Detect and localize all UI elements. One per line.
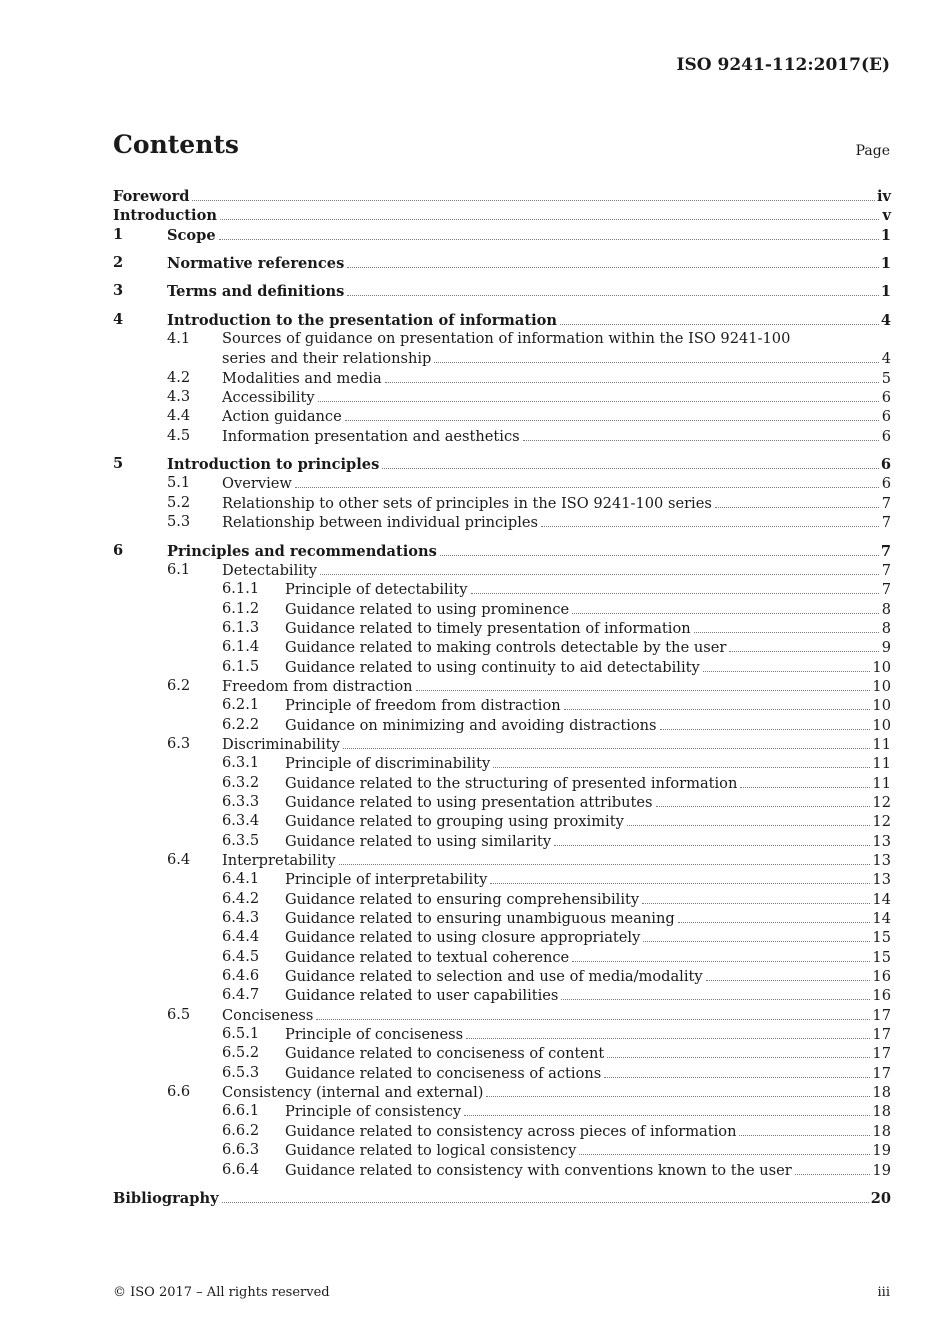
document-id: ISO 9241-112:2017(E) — [676, 55, 890, 75]
dot-leader — [222, 1188, 869, 1203]
toc-entry-number: 4 — [113, 310, 124, 328]
toc-entry-page: 6 — [881, 408, 891, 426]
toc-entry-page: 11 — [872, 735, 891, 753]
dot-leader — [345, 406, 879, 421]
dot-leader — [572, 947, 870, 962]
toc-entry-page: v — [882, 207, 891, 225]
dot-leader — [220, 205, 879, 220]
toc-entry[interactable] — [113, 676, 891, 695]
toc-entry[interactable] — [113, 454, 891, 473]
table-of-contents — [113, 186, 891, 1207]
toc-entry-page: 1 — [880, 283, 891, 301]
toc-entry-label: Guidance related to making controls detectable by the user — [285, 639, 727, 657]
toc-entry-number: 5.1 — [167, 474, 191, 492]
dot-leader — [466, 1024, 870, 1039]
dot-leader — [318, 387, 879, 402]
footer-page-number: iii — [877, 1285, 890, 1300]
toc-entry-page: 8 — [881, 619, 891, 637]
dot-leader — [434, 348, 879, 363]
toc-entry-number: 6.5.3 — [222, 1063, 260, 1081]
dot-leader — [416, 676, 871, 691]
toc-entry-page: 5 — [881, 369, 891, 387]
toc-entry-number: 6.4.6 — [222, 967, 260, 985]
toc-entry[interactable] — [113, 186, 891, 205]
toc-entry-number: 6.3.3 — [222, 792, 260, 810]
toc-entry-label: Principle of detectability — [285, 581, 468, 599]
toc-entry-label: Principle of interpretability — [285, 871, 488, 889]
toc-entry-number: 5.3 — [167, 513, 191, 531]
toc-entry-number: 3 — [113, 282, 124, 300]
toc-entry-label: Principle of freedom from distraction — [285, 697, 561, 715]
dot-leader — [572, 599, 879, 614]
toc-entry[interactable] — [113, 811, 891, 830]
toc-entry-label: Principle of consistency — [285, 1103, 462, 1121]
toc-entry-page: 15 — [872, 929, 891, 947]
toc-entry-page: 12 — [872, 813, 891, 831]
toc-entry[interactable] — [113, 560, 891, 579]
toc-entry-page: 7 — [881, 494, 891, 512]
toc-entry-label: Scope — [167, 226, 216, 244]
toc-entry-label: Principle of discriminability — [285, 755, 491, 773]
toc-entry-number: 6.1.5 — [222, 657, 260, 675]
toc-entry-page: 17 — [872, 1026, 891, 1044]
toc-entry-page: 6 — [880, 456, 891, 474]
toc-entry[interactable] — [113, 657, 891, 676]
toc-entry[interactable] — [113, 1188, 891, 1207]
toc-entry[interactable] — [113, 1005, 891, 1024]
toc-entry[interactable] — [113, 473, 891, 492]
toc-entry-number: 5.2 — [167, 493, 191, 511]
toc-entry-number: 4.1 — [167, 330, 191, 348]
toc-entry-page: 15 — [872, 948, 891, 966]
toc-entry[interactable] — [113, 773, 891, 792]
dot-leader — [642, 889, 870, 904]
toc-entry-label: Guidance related to using continuity to aid detectability — [285, 658, 700, 676]
dot-leader — [541, 512, 879, 527]
toc-entry[interactable] — [113, 329, 891, 348]
toc-entry-page: iv — [876, 188, 891, 205]
toc-entry-page: 13 — [872, 832, 891, 850]
dot-leader — [347, 281, 878, 296]
toc-entry-number: 6.3.5 — [222, 831, 260, 849]
dot-leader — [560, 310, 879, 325]
toc-entry-number: 6.1.2 — [222, 599, 260, 617]
toc-entry-page: 13 — [872, 871, 891, 889]
toc-entry[interactable] — [113, 310, 891, 329]
toc-entry[interactable] — [113, 579, 891, 598]
toc-entry-page: 13 — [872, 852, 891, 869]
toc-entry-page: 20 — [870, 1189, 891, 1207]
toc-entry-label: Introduction to principles — [167, 456, 380, 474]
toc-entry-label: Guidance related to timely presentation of information — [285, 619, 691, 637]
toc-entry-label: Normative references — [167, 255, 345, 273]
toc-entry-page: 7 — [881, 514, 891, 532]
dot-leader — [295, 473, 879, 488]
toc-entry-label: Guidance related to ensuring unambiguous meaning — [285, 910, 675, 928]
toc-entry-page: 4 — [880, 311, 891, 329]
dot-leader — [320, 560, 879, 575]
toc-entry-label: Guidance related to textual coherence — [285, 948, 570, 966]
toc-entry[interactable] — [113, 908, 891, 927]
footer-copyright: © ISO 2017 – All rights reserved — [113, 1285, 330, 1300]
toc-entry-number: 6.1.3 — [222, 618, 260, 636]
toc-entry[interactable] — [113, 1121, 891, 1140]
toc-entry-label: Guidance related to using presentation attributes — [285, 793, 653, 811]
toc-entry-label: Freedom from distraction — [222, 677, 413, 695]
toc-entry[interactable] — [113, 1063, 891, 1082]
dot-leader — [440, 541, 879, 556]
toc-entry-label: Bibliography — [113, 1189, 219, 1207]
toc-entry[interactable] — [113, 695, 891, 714]
toc-entry[interactable] — [113, 734, 891, 753]
toc-entry-label: Guidance related to user capabilities — [285, 987, 559, 1005]
toc-entry-label: Terms and definitions — [167, 283, 345, 301]
toc-entry[interactable] — [113, 225, 891, 244]
toc-entry-page: 6 — [881, 389, 891, 407]
toc-entry-label: Sources of guidance on presentation of information within the ISO 9241-100 — [222, 330, 791, 348]
toc-entry[interactable] — [113, 426, 891, 445]
dot-leader — [703, 657, 871, 672]
dot-leader — [486, 1082, 870, 1097]
toc-entry[interactable] — [113, 869, 891, 888]
dot-leader — [192, 186, 875, 201]
toc-entry[interactable] — [113, 850, 891, 869]
toc-entry-label: Guidance related to consistency with conventions known to the user — [285, 1161, 792, 1179]
dot-leader — [627, 811, 871, 826]
dot-leader — [493, 753, 870, 768]
toc-entry-page: 14 — [872, 890, 891, 908]
dot-leader — [740, 773, 870, 788]
toc-entry-page: 1 — [880, 226, 891, 244]
toc-entry[interactable] — [113, 889, 891, 908]
page-column-label: Page — [855, 143, 890, 159]
toc-entry-number: 1 — [113, 225, 124, 243]
toc-entry-page: 7 — [880, 542, 891, 560]
toc-entry[interactable] — [113, 406, 891, 425]
toc-entry-number: 6.4.4 — [222, 928, 260, 946]
toc-entry-number: 6.4.1 — [222, 870, 260, 888]
toc-entry-number: 6.4.3 — [222, 909, 260, 927]
toc-entry[interactable] — [113, 947, 891, 966]
toc-entry-page: 18 — [872, 1084, 891, 1102]
toc-entry-number: 6.5.2 — [222, 1044, 260, 1062]
toc-entry[interactable] — [113, 1082, 891, 1101]
dot-leader — [706, 966, 871, 981]
toc-entry-label: Overview — [222, 475, 292, 493]
toc-entry-page: 18 — [872, 1103, 891, 1121]
toc-entry-label: Introduction to the presentation of information — [167, 311, 557, 329]
dot-leader — [604, 1063, 870, 1078]
toc-entry-label: Guidance related to ensuring comprehensibility — [285, 890, 640, 908]
toc-entry-label: Interpretability — [222, 852, 336, 869]
toc-entry-page: 17 — [872, 1006, 891, 1024]
toc-entry-label: Guidance related to conciseness of actions — [285, 1064, 602, 1082]
dot-leader — [219, 225, 879, 240]
toc-entry-page: 6 — [881, 475, 891, 493]
toc-entry-number: 6.1.4 — [222, 638, 260, 656]
toc-entry[interactable] — [113, 387, 891, 406]
dot-leader — [343, 734, 871, 749]
toc-entry-label: Discriminability — [222, 735, 340, 753]
toc-entry-number: 6 — [113, 541, 124, 559]
toc-entry-page: 8 — [881, 600, 891, 618]
toc-entry[interactable] — [113, 281, 891, 300]
toc-entry-number: 6.3.2 — [222, 773, 260, 791]
toc-entry-label: Guidance related to the structuring of presented information — [285, 774, 738, 792]
toc-entry-number: 6.3.1 — [222, 754, 260, 772]
toc-entry-label: Guidance related to selection and use of media/modality — [285, 968, 703, 986]
toc-entry-page: 12 — [872, 793, 891, 811]
toc-entry-label: Detectability — [222, 561, 318, 579]
toc-entry-page: 18 — [872, 1122, 891, 1140]
dot-leader — [523, 426, 879, 441]
toc-entry-number: 6.3.4 — [222, 812, 260, 830]
dot-leader — [564, 695, 871, 710]
toc-entry-number: 6.2.1 — [222, 696, 260, 714]
toc-entry-label: Modalities and media — [222, 369, 382, 387]
toc-entry[interactable] — [113, 831, 891, 850]
toc-entry-label: Introduction — [113, 207, 217, 225]
toc-entry-page: 9 — [881, 639, 891, 657]
dot-leader — [316, 1005, 870, 1020]
toc-entry-label: Relationship between individual principles — [222, 514, 538, 532]
dot-leader — [739, 1121, 870, 1136]
toc-entry-number: 4.2 — [167, 368, 191, 386]
toc-entry[interactable] — [113, 253, 891, 272]
toc-entry-number: 5 — [113, 455, 124, 473]
toc-entry-label: Guidance on minimizing and avoiding distractions — [285, 716, 657, 734]
dot-leader — [643, 927, 870, 942]
toc-entry-number: 6.4.5 — [222, 947, 260, 965]
toc-entry-page: 19 — [872, 1142, 891, 1160]
toc-entry-number: 6.6.1 — [222, 1102, 260, 1120]
dot-leader — [561, 985, 870, 1000]
dot-leader — [385, 368, 879, 383]
toc-entry-label: Guidance related to consistency across pieces of information — [285, 1122, 737, 1140]
toc-entry[interactable] — [113, 541, 891, 560]
toc-entry[interactable] — [113, 512, 891, 531]
dot-leader — [471, 579, 880, 594]
toc-entry-label: Guidance related to logical consistency — [285, 1142, 577, 1160]
dot-leader — [347, 253, 879, 268]
toc-entry-page: 14 — [872, 910, 891, 928]
toc-entry-page: 7 — [881, 561, 891, 579]
toc-entry[interactable] — [113, 493, 891, 512]
toc-entry-label: series and their relationship — [222, 350, 432, 368]
toc-entry[interactable] — [113, 1140, 891, 1159]
toc-entry-number: 6.5.1 — [222, 1025, 260, 1043]
toc-entry-page: 11 — [872, 774, 891, 792]
toc-entry-label: Accessibility — [222, 389, 315, 407]
toc-entry[interactable] — [113, 205, 891, 224]
toc-entry-number: 6.4.7 — [222, 986, 260, 1004]
dot-leader — [554, 831, 870, 846]
toc-entry-page: 7 — [881, 581, 891, 599]
toc-entry-label: Guidance related to conciseness of content — [285, 1045, 605, 1063]
toc-entry-page: 10 — [872, 716, 891, 734]
toc-entry-number: 6.6.2 — [222, 1121, 260, 1139]
toc-entry-page: 10 — [872, 677, 891, 695]
toc-entry-number: 6.6.3 — [222, 1141, 260, 1159]
toc-entry-number: 6.5 — [167, 1005, 191, 1023]
toc-entry[interactable] — [113, 1024, 891, 1043]
dot-leader — [656, 792, 871, 807]
toc-entry-label: Action guidance — [222, 408, 342, 426]
toc-entry-page: 10 — [872, 658, 891, 676]
toc-entry-number: 6.6 — [167, 1083, 191, 1101]
toc-entry-number: 6.1 — [167, 560, 191, 578]
toc-entry-number: 2 — [113, 254, 124, 272]
toc-entry-label: Guidance related to using closure appropriately — [285, 929, 641, 947]
dot-leader — [382, 454, 879, 469]
toc-entry[interactable] — [113, 985, 891, 1004]
toc-entry-label: Guidance related to using similarity — [285, 832, 552, 850]
contents-title: Contents — [113, 130, 240, 159]
dot-leader — [715, 493, 879, 508]
toc-entry[interactable] — [113, 637, 891, 656]
toc-entry[interactable] — [113, 927, 891, 946]
toc-entry-page: 19 — [872, 1161, 891, 1179]
dot-leader — [339, 850, 871, 865]
toc-entry-number: 6.6.4 — [222, 1160, 260, 1178]
dot-leader — [694, 618, 879, 633]
toc-entry-label: Conciseness — [222, 1006, 314, 1024]
dot-leader — [607, 1043, 870, 1058]
toc-entry-number: 4.5 — [167, 426, 191, 444]
toc-entry-number: 6.1.1 — [222, 580, 260, 598]
toc-entry-page: 4 — [881, 350, 891, 368]
toc-entry-page: 11 — [872, 755, 891, 773]
dot-leader — [464, 1101, 870, 1116]
toc-entry-label: Principle of conciseness — [285, 1026, 464, 1044]
toc-entry-page: 16 — [872, 968, 891, 986]
toc-entry[interactable] — [113, 1101, 891, 1120]
toc-entry[interactable] — [113, 753, 891, 772]
toc-entry[interactable] — [113, 1043, 891, 1062]
dot-leader — [678, 908, 871, 923]
toc-entry[interactable] — [113, 618, 891, 637]
toc-entry-number: 4.4 — [167, 407, 191, 425]
toc-entry-page: 17 — [872, 1045, 891, 1063]
toc-entry-number: 6.2 — [167, 676, 191, 694]
toc-entry[interactable] — [113, 1160, 891, 1179]
toc-entry-number: 4.3 — [167, 388, 191, 406]
toc-entry[interactable] — [113, 792, 891, 811]
toc-entry-page: 6 — [881, 427, 891, 445]
toc-entry-label: Information presentation and aesthetics — [222, 427, 520, 445]
toc-entry-page: 17 — [872, 1064, 891, 1082]
toc-entry-label: Principles and recommendations — [167, 542, 437, 560]
toc-entry-label: Foreword — [113, 188, 190, 205]
toc-entry-number: 6.4.2 — [222, 889, 260, 907]
dot-leader — [579, 1140, 870, 1155]
dot-leader — [660, 715, 871, 730]
toc-entry-label: Guidance related to using prominence — [285, 600, 570, 618]
toc-entry-number: 6.3 — [167, 734, 191, 752]
dot-leader — [795, 1160, 871, 1175]
toc-entry[interactable] — [113, 966, 891, 985]
toc-entry-page: 10 — [872, 697, 891, 715]
dot-leader — [490, 869, 870, 884]
toc-entry-page: 1 — [880, 255, 891, 273]
toc-entry-label: Guidance related to grouping using proximity — [285, 813, 624, 831]
dot-leader — [729, 637, 879, 652]
toc-entry[interactable] — [113, 348, 891, 367]
toc-entry-number: 6.4 — [167, 851, 191, 868]
toc-entry-label: Consistency (internal and external) — [222, 1084, 484, 1102]
toc-entry-label: Relationship to other sets of principles in the ISO 9241-100 series — [222, 494, 712, 512]
toc-entry-page: 16 — [872, 987, 891, 1005]
toc-entry[interactable] — [113, 368, 891, 387]
toc-entry[interactable] — [113, 715, 891, 734]
toc-entry-number: 6.2.2 — [222, 715, 260, 733]
toc-entry[interactable] — [113, 599, 891, 618]
